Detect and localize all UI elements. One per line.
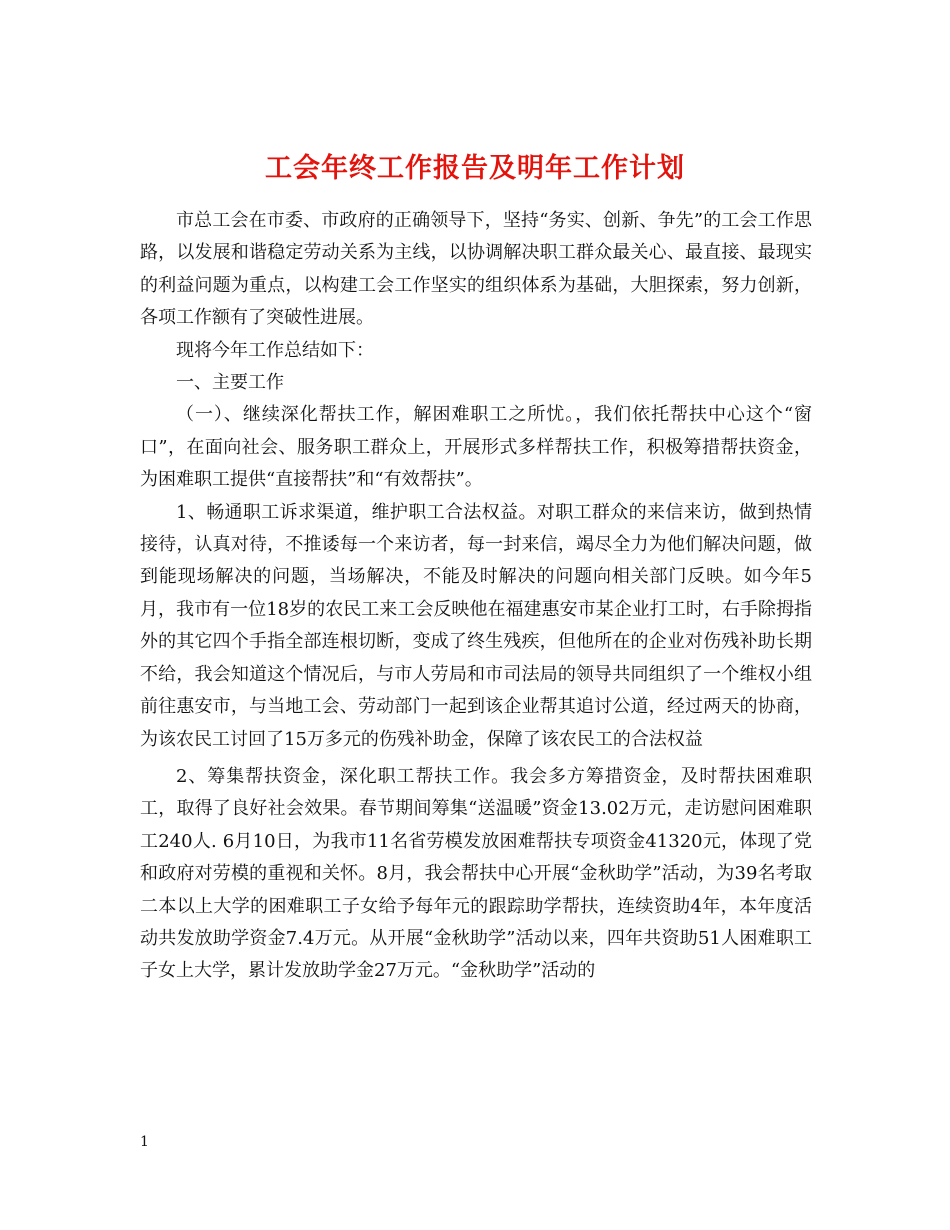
document-body <box>140 205 812 988</box>
paragraph-intro: 市总工会在市委、市政府的正确领导下，坚持“务实、创新、争先”的工会工作思路，以发展和谐稳定劳动关系为主线，以协调解决职工群众最关心、最直接、最现实的利益问题为重点，以构建工会工作坚实的组织体系为基础，大胆探索，努力创新，各项工作额有了突破性进展。 <box>140 210 812 329</box>
paragraph-item-1: 1、畅通职工诉求渠道，维护职工合法权益。对职工群众的来信来访，做到热情接待，认真对待，不推诿每一个来访者，每一封来信，竭尽全力为他们解决问题，做到能现场解决的问题，当场解决，不能及时解决的问题向相关部门反映。如今年5月，我市有一位18岁的农民工来工会反映他在福建惠安市某企业打工时，右手除拇指外的其它四个手指全部连根切断，变成了终生残疾，但他所在的企业对伤残补助长期不给，我会知道这个情况后，与市人劳局和市司法局的领导共同组织了一个维权小组前往惠安市，与当地工会、劳动部门一起到该企业帮其追讨公道，经过两天的协商，为该农民工讨回了15万多元的伤残补助金，保障了该农民工的合法权益 <box>140 501 812 750</box>
paragraph-section-1: （一）、继续深化帮扶工作，解困难职工之所忧。，我们依托帮扶中心这个“窗口”，在面向社会、服务职工群众上，开展形式多样帮扶工作，积极筹措帮扶资金，为困难职工提供“直接帮扶”和“有效帮扶”。 <box>140 404 812 491</box>
paragraph-item-2: 2、筹集帮扶资金，深化职工帮扶工作。我会多方筹措资金，及时帮扶困难职工，取得了良好社会效果。春节期间筹集“送温暖”资金13.02万元，走访慰问困难职工240人. 6月10日，为我市11名省劳模发放困难帮扶专项资金41320元，体现了党和政府对劳模的重视和关怀。8月，我会帮扶中心开展“金秋助学”活动，为39名考取二本以上大学的困难职工子女给予每年元的跟踪助学帮扶，连续资助4年，本年度活动共发放助学资金7.4万元。从开展“金秋助学”活动以来，四年共资助51人困难职工子女上大学，累计发放助学金27万元。“金秋助学”活动的 <box>140 765 812 982</box>
paragraph-summary-lead: 现将今年工作总结如下： <box>176 339 374 361</box>
page-number: 1 <box>140 1134 149 1150</box>
document-title: 工会年终工作报告及明年工作计划 <box>265 153 685 185</box>
section-heading-main-work: 一、主要工作 <box>176 372 284 394</box>
